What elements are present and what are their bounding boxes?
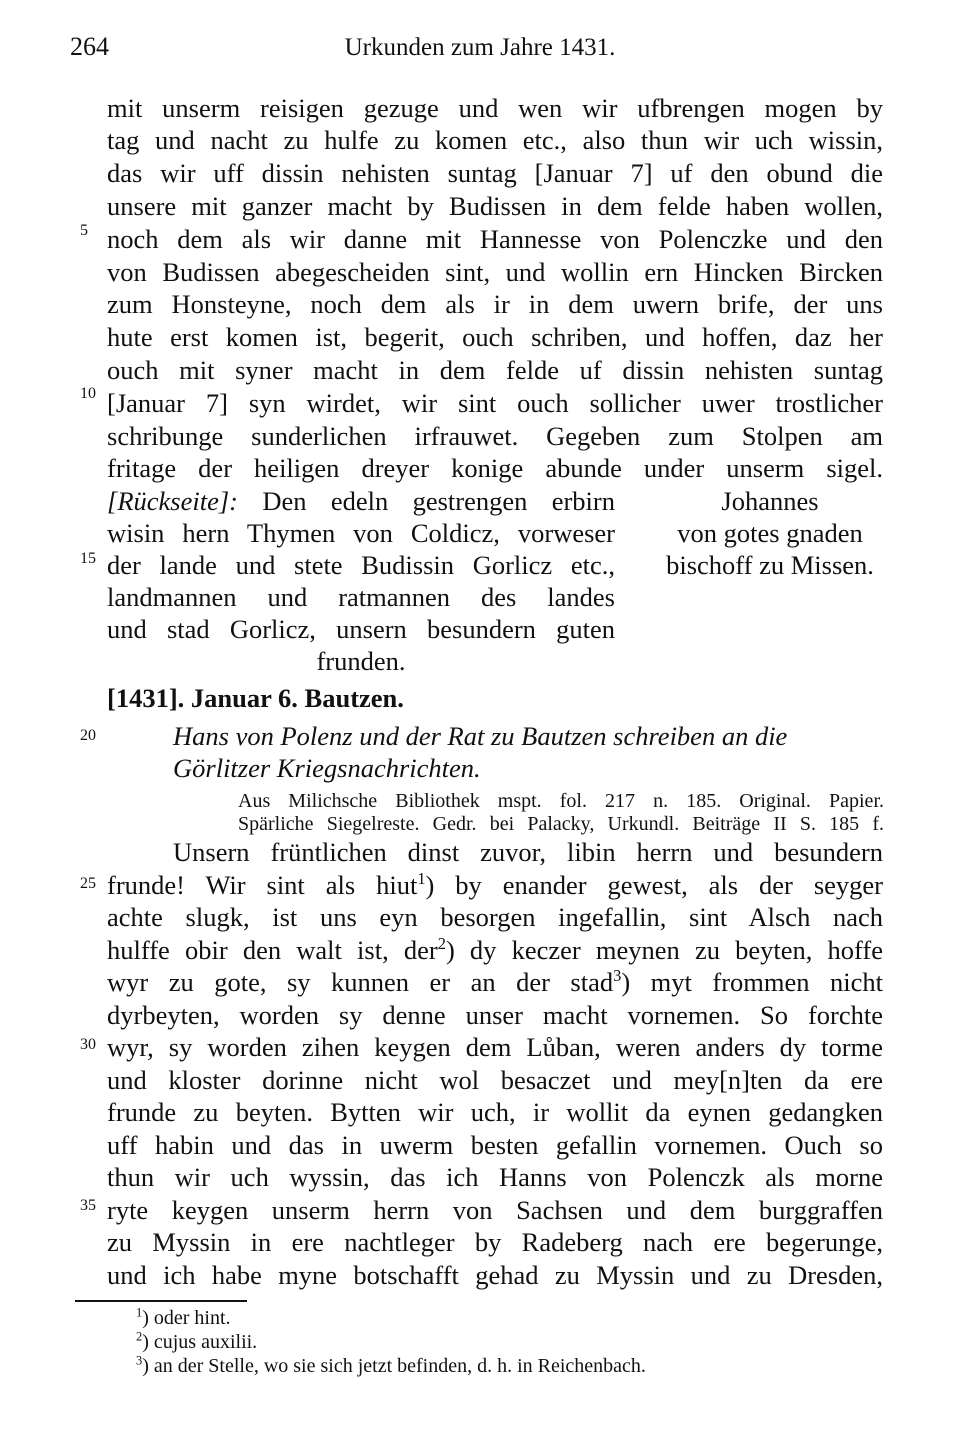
- footnote-rule: [75, 1300, 247, 1302]
- text-line: Unsern früntlichen dinst zuvor, libin herrn und besundern: [173, 837, 883, 867]
- text-line: dyrbeyten, worden sy denne unser macht vornemen. So forchte: [107, 1000, 883, 1030]
- line-number: 10: [80, 385, 96, 402]
- address-text: Den edeln gestrengen erbirn: [262, 486, 615, 516]
- address-line: wisin hern Thymen von Coldicz, vorweser: [107, 518, 615, 548]
- signature-line: bischoff zu Missen.: [666, 550, 874, 580]
- text-line: achte slugk, ist uns eyn besorgen ingefallin, sint Alsch nach: [107, 902, 883, 932]
- line-number: 30: [80, 1036, 96, 1053]
- address-line: frunden.: [316, 646, 406, 676]
- line-number: 20: [80, 727, 96, 744]
- footnote: [136, 1354, 646, 1378]
- text-fragment: wyr zu gote, sy kunnen er an der stad: [107, 967, 614, 997]
- text-line: ouch mit syner macht in dem felde uf dissin nehisten suntag: [107, 355, 883, 385]
- text-line: zu Myssin in ere nachtleger by Radeberg nach ere begerunge,: [107, 1227, 883, 1257]
- text-line: mit unserm reisigen gezuge und wen wir ufbrengen mogen by: [107, 93, 883, 123]
- text-line: tag und nacht zu hulfe zu komen etc., also thun wir uch wissin,: [107, 125, 883, 155]
- text-line: und kloster dorinne nicht wol besaczet und mey[n]ten da ere: [107, 1065, 883, 1095]
- text-line: noch dem als wir danne mit Hannesse von Polenczke und den: [107, 224, 883, 254]
- line-number: 5: [80, 222, 88, 239]
- text-line: hute erst komen ist, begerit, ouch schriben, und hoffen, daz her: [107, 322, 883, 352]
- running-title: Urkunden zum Jahre 1431.: [344, 34, 616, 61]
- text-line: von Budissen abegescheiden sint, und wollin ern Hincken Bircken: [107, 257, 883, 287]
- footnote-text: ) oder hint.: [142, 1307, 231, 1329]
- text-line: [Januar 7] syn wirdet, wir sint ouch sollicher uwer trostlicher: [107, 388, 883, 418]
- address-line: der lande und stete Budissin Gorlicz etc.,: [107, 550, 615, 580]
- signature-line: von gotes gnaden: [677, 518, 863, 548]
- footnote-number: 1: [136, 1305, 143, 1320]
- footnote-marker: 2: [437, 934, 446, 954]
- text-line: und ich habe myne botschafft gehad zu Myssin und zu Dresden,: [107, 1260, 883, 1290]
- text-fragment: ) myt frommen nicht: [621, 967, 883, 997]
- text-fragment: frunde! Wir sint als hiut: [107, 870, 418, 900]
- page-number: 264: [70, 32, 109, 61]
- text-line: thun wir uch wyssin, das ich Hanns von Polenczk als morne: [107, 1162, 883, 1192]
- text-line: das wir uff dissin nehisten suntag [Januar 7] uf den obund die: [107, 158, 883, 188]
- address-first-line: [107, 485, 615, 517]
- footnote: [136, 1306, 231, 1330]
- text-line: [107, 966, 883, 998]
- endorsement-label: [Rückseite]:: [107, 486, 238, 516]
- footnote-text: ) cujus auxilii.: [142, 1331, 258, 1353]
- document-title-line: Görlitzer Kriegsnachrichten.: [173, 753, 481, 783]
- source-note-line: Aus Milichsche Bibliothek mspt. fol. 217 n. 185. Original. Papier.: [238, 790, 884, 812]
- text-line: fritage der heiligen dreyer konige abunde under unserm sigel.: [107, 453, 883, 483]
- footnote-number: 2: [136, 1329, 143, 1344]
- line-number: 15: [80, 550, 96, 567]
- signature-line: Johannes: [721, 486, 819, 516]
- text-line: frunde zu beyten. Bytten wir uch, ir wollit da eynen gedangken: [107, 1097, 883, 1127]
- line-number: 35: [80, 1197, 96, 1214]
- text-line: unsere mit ganzer macht by Budissen in dem felde haben wollen,: [107, 191, 883, 221]
- document-title-line: Hans von Polenz und der Rat zu Bautzen schreiben an die: [173, 721, 788, 751]
- text-line: wyr, sy worden zihen keygen dem Lůban, weren anders dy torme: [107, 1032, 883, 1062]
- footnote-marker: 3: [613, 966, 622, 986]
- document-heading: [1431]. Januar 6. Bautzen.: [107, 683, 404, 713]
- address-line: landmannen und ratmannen des landes: [107, 582, 615, 612]
- text-line: ryte keygen unserm herrn von Sachsen und dem burggraffen: [107, 1195, 883, 1225]
- address-block: [107, 485, 615, 677]
- source-note-line: Spärliche Siegelreste. Gedr. bei Palacky, Urkundl. Beiträge II S. 185 f.: [238, 813, 884, 835]
- text-line: [107, 869, 883, 901]
- footnote: [136, 1330, 257, 1354]
- footnote-text: ) an der Stelle, wo sie sich jetzt befinden, d. h. in Reichenbach.: [142, 1355, 646, 1377]
- text-fragment: ) by enander gewest, als der seyger: [425, 870, 883, 900]
- text-line: zum Honsteyne, noch dem als ir in dem uwern brife, der uns: [107, 289, 883, 319]
- signature-block: [640, 485, 900, 581]
- text-line: uff habin und das in uwerm besten gefallin vornemen. Ouch so: [107, 1130, 883, 1160]
- footnote-marker: 1: [417, 869, 426, 889]
- text-fragment: hulffe obir den walt ist, der: [107, 935, 438, 965]
- address-line: und stad Gorlicz, unsern besundern guten: [107, 614, 615, 644]
- text-fragment: ) dy keczer meynen zu beyten, hoffe: [445, 935, 883, 965]
- footnote-number: 3: [136, 1353, 143, 1368]
- text-line: [107, 934, 883, 966]
- text-line: schribunge sunderlichen irfrauwet. Gegeben zum Stolpen am: [107, 421, 883, 451]
- line-number: 25: [80, 875, 96, 892]
